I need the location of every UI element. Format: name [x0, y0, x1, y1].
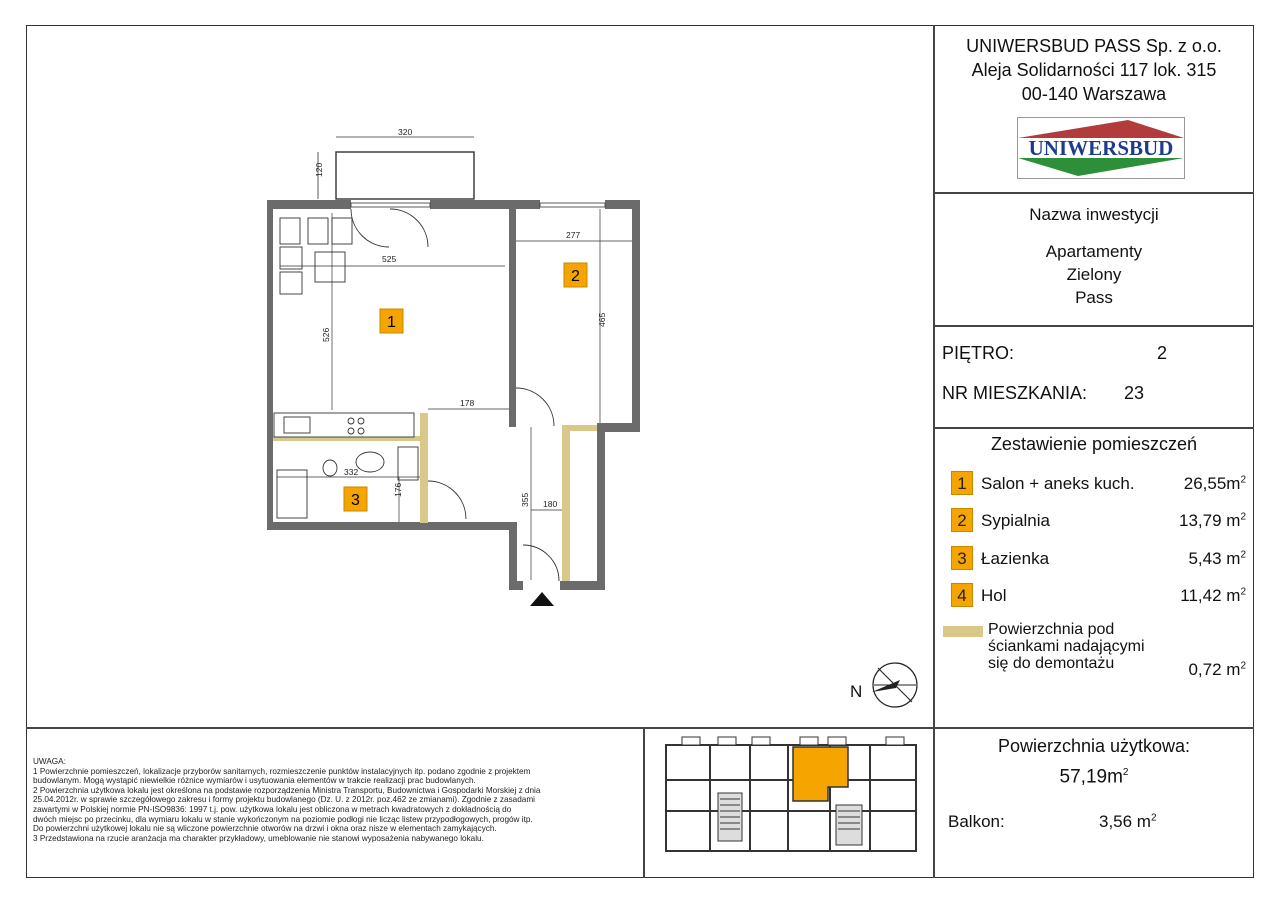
- room-name-4: Hol: [981, 586, 1007, 605]
- room-name-1: Salon + aneks kuch.: [981, 474, 1135, 493]
- floor-value: 2: [1157, 343, 1168, 363]
- investment-line1: Apartamenty: [1045, 242, 1143, 261]
- notes-line: budowlanym. Mogą wystąpić niewielkie różnice wymiarów i usytuowania elementów w trakcie realizacji prac budowlanych.: [33, 776, 476, 786]
- investment-heading: Nazwa inwestycji: [1029, 205, 1159, 224]
- plan-room-3: 3: [351, 492, 360, 509]
- dim-balcony-width: 320: [398, 127, 413, 137]
- plan-room-1: 1: [387, 314, 396, 331]
- notes-line: Do powierzchni użytkowej lokalu nie są wliczone powierzchnie otworów na drzwi i okna oraz nisze w elementach zamykających.: [33, 824, 497, 834]
- room-badge-3: 3: [951, 546, 973, 570]
- dim-living-width: 525: [382, 254, 397, 264]
- dim-hall-depth: 355: [520, 492, 530, 507]
- usable-label: Powierzchnia użytkowa:: [997, 736, 1191, 756]
- room-area-4: 11,42 $m^2$: [1180, 586, 1246, 605]
- dim-bath-depth: 176: [393, 482, 403, 497]
- company-name: UNIWERSBUD PASS Sp. z o.o.: [966, 36, 1222, 56]
- divider-usable: [26, 727, 1254, 729]
- room-badge-4: 4: [951, 583, 973, 607]
- logo-text: UNIWERSBUD: [1028, 136, 1174, 160]
- dim-living-depth: 526: [321, 327, 331, 342]
- room-badge-2: 2: [951, 508, 973, 532]
- balcony-label: Balkon:: [948, 812, 1005, 831]
- investment-line2: Zielony: [1066, 265, 1122, 284]
- notes-line: 2 Powierzchnia użytkowa lokalu jest określona na podstawie rozporządzenia Ministra Transportu, Budownictwa i Gospodarki Morskiej z dnia: [33, 785, 541, 795]
- room-name-2: Sypialnia: [981, 511, 1050, 530]
- room-area-1: $26,55m^2$: [1183, 474, 1246, 493]
- company-address1: Aleja Solidarności 117 lok. 315: [971, 60, 1217, 80]
- notes-line: 25.04.2012r. w sprawie szczegółowego zakresu i formy projektu budowlanego (Dz. U. z 2012r. poz.462 ze zmianami). Zgodnie z zasadami: [33, 795, 535, 805]
- apartment-label: NR MIESZKANIA:: [942, 383, 1088, 403]
- notes-line: 1 Powierzchnie pomieszczeń, lokalizacje przyborów sanitarnych, rozmieszczenie punktów instalacyjnych itp. podano zgodnie z projektem: [33, 766, 531, 776]
- divider-investment: [933, 325, 1254, 327]
- rooms-heading: Zestawienie pomieszczeń: [990, 434, 1198, 454]
- dim-bedroom-depth: 465: [597, 312, 607, 327]
- notes-block: [33, 757, 643, 843]
- wall-west: [267, 200, 273, 530]
- company-address2: 00-140 Warszawa: [1021, 84, 1167, 104]
- removable-wall-bath: [420, 413, 428, 523]
- dim-balcony-depth: 120: [314, 162, 324, 177]
- key-plan: [660, 735, 922, 865]
- usable-value: $57,19m^2$: [1059, 766, 1129, 788]
- balcony-value: 3,56 $m^2$: [1099, 812, 1157, 831]
- compass: [850, 660, 922, 710]
- right-panel-divider: [933, 25, 935, 878]
- removable-wall-swatch: [943, 626, 983, 637]
- removable-line2: ściankami nadającymi: [988, 638, 1145, 655]
- notes-line: 3 Przedstawiona na rzucie aranżacja ma charakter przykładowy, umeblowanie nie stanowi wyposażenia nabywanego lokalu.: [33, 833, 484, 843]
- notes-heading: UWAGA:: [33, 757, 66, 766]
- divider-floor: [933, 427, 1254, 429]
- dim-bedroom-width: 277: [566, 230, 581, 240]
- room-area-2: 13,79 $m^2$: [1179, 511, 1246, 530]
- divider-keyplan-left: [643, 727, 645, 878]
- entrance-arrow: [530, 592, 554, 606]
- removable-line1: Powierzchnia pod: [988, 621, 1115, 638]
- divider-company: [933, 192, 1254, 194]
- dim-kitchen: 178: [460, 398, 475, 408]
- compass-letter: N: [850, 682, 863, 701]
- company-logo: [1017, 117, 1185, 179]
- room-badge-1: 1: [951, 471, 973, 495]
- removable-line3: się do demontażu: [988, 655, 1115, 672]
- plan-room-2: 2: [571, 268, 580, 285]
- investment-line3: Pass: [1075, 288, 1113, 307]
- floor-label: PIĘTRO:: [942, 343, 1015, 363]
- notes-line: zawartymi w Polskiej normie PN-ISO9836: 1997 t.j. pow. użytkowa lokalu jest obliczona w metrach kwadratowych z dokładnością do: [33, 804, 512, 814]
- dim-bath-width: 332: [344, 467, 359, 477]
- room-area-3: 5,43 $m^2$: [1188, 549, 1246, 568]
- room-name-3: Łazienka: [981, 549, 1050, 568]
- floor-plan: [260, 125, 650, 610]
- notes-line: dwóch miejsc po przecinku, dla wymiaru lokalu w stanie wykończonym na poziomie podłogi nie licząc listew przypodłogowych, progów itp.: [33, 814, 533, 824]
- removable-area: 0,72 $m^2$: [1188, 660, 1246, 679]
- dim-hall-width: 180: [543, 499, 558, 509]
- key-plan-highlight: [793, 747, 848, 801]
- apartment-value: 23: [1124, 383, 1145, 403]
